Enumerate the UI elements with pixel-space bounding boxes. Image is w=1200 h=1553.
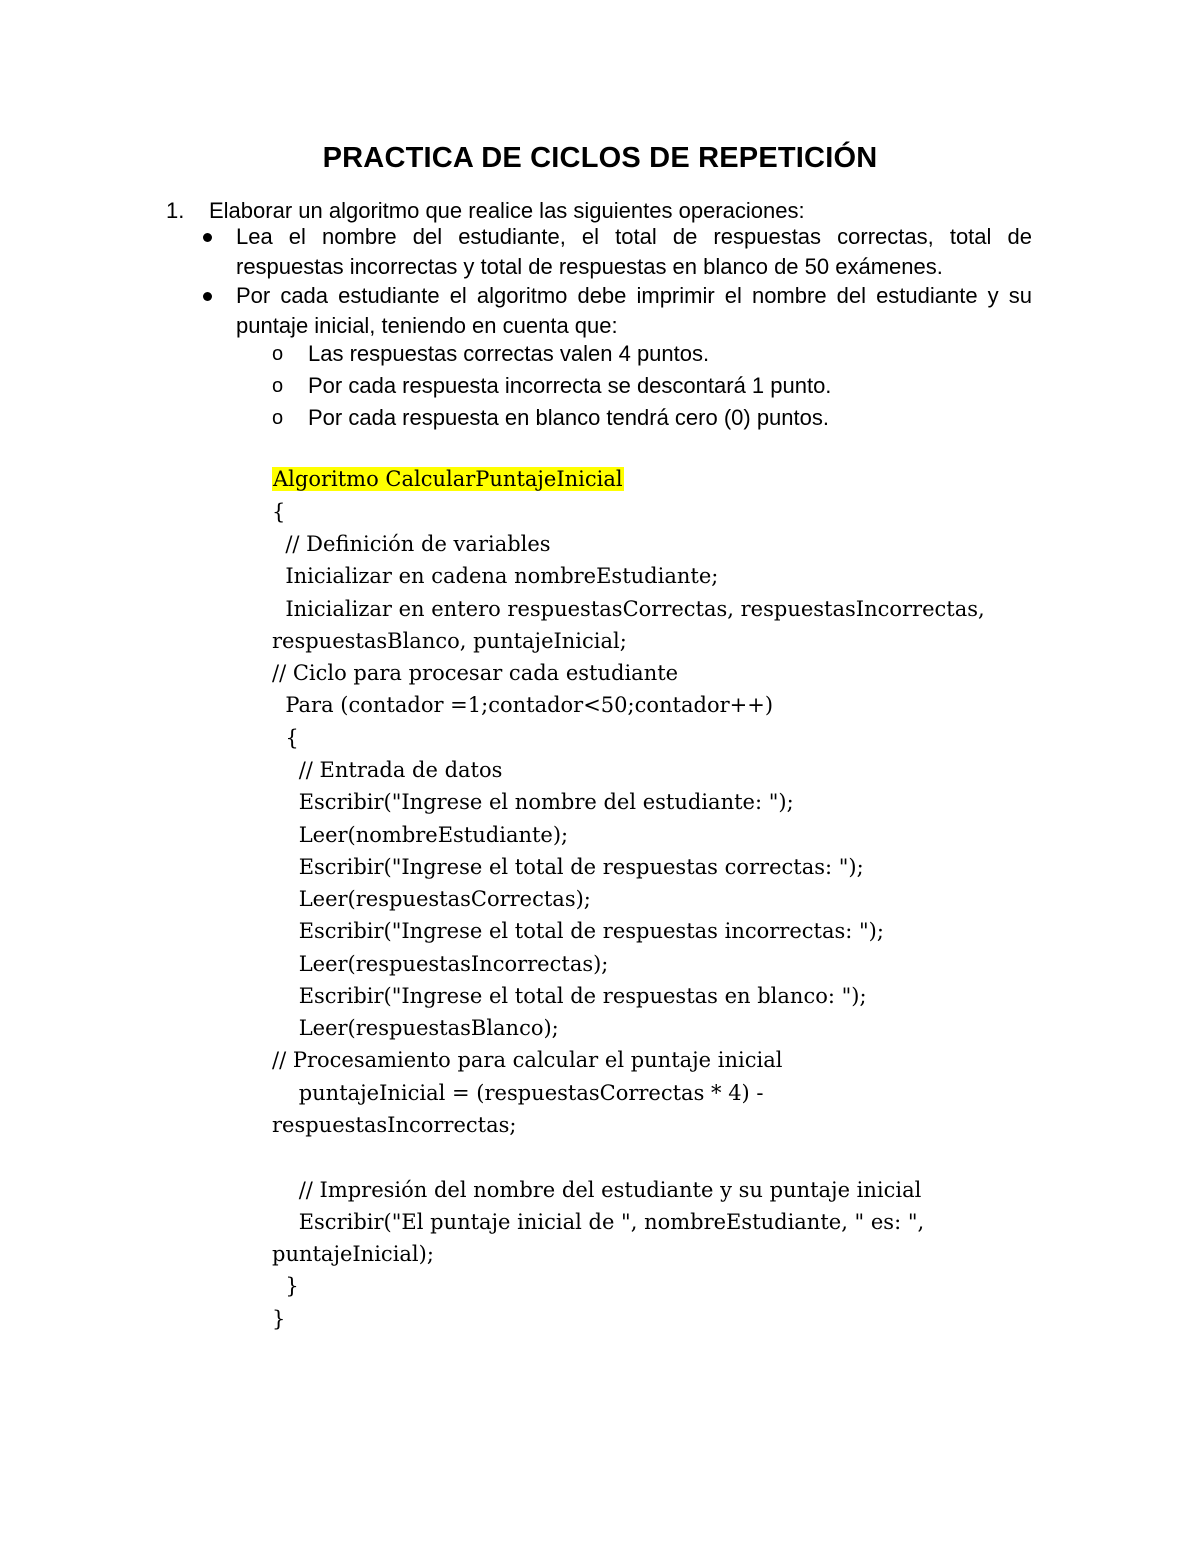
code-line: // Procesamiento para calcular el puntaje inicial — [272, 1048, 783, 1072]
code-line: respuestasBlanco, puntajeInicial; — [272, 629, 627, 653]
code-line: Leer(respuestasCorrectas); — [272, 887, 591, 911]
exercise-number: 1. — [166, 198, 185, 223]
bullet-item: Por cada estudiante el algoritmo debe imprimir el nombre del estudiante y su puntaje inicial, teniendo en cuenta que: — [236, 283, 1032, 338]
sub-item: Las respuestas correctas valen 4 puntos. — [308, 341, 710, 366]
code-line: Leer(respuestasIncorrectas); — [272, 952, 609, 976]
code-line: // Definición de variables — [272, 532, 551, 556]
code-line: Escribir("Ingrese el total de respuestas en blanco: "); — [272, 984, 867, 1008]
code-line: } — [272, 1307, 286, 1331]
code-line: // Ciclo para procesar cada estudiante — [272, 661, 679, 685]
code-line: Escribir("Ingrese el nombre del estudiante: "); — [272, 790, 794, 814]
bullet-dot-icon — [203, 233, 212, 242]
code-line: Leer(respuestasBlanco); — [272, 1016, 559, 1040]
sub-item: Por cada respuesta en blanco tendrá cero (0) puntos. — [308, 405, 829, 430]
code-line: Inicializar en cadena nombreEstudiante; — [272, 564, 719, 588]
code-line: Escribir("Ingrese el total de respuestas incorrectas: "); — [272, 919, 884, 943]
code-line: } — [272, 1274, 299, 1298]
code-line: Inicializar en entero respuestasCorrectas, respuestasIncorrectas, — [272, 597, 985, 621]
code-line: respuestasIncorrectas; — [272, 1113, 517, 1137]
code-line: { — [272, 726, 299, 750]
bullet-dot-icon — [203, 292, 212, 301]
sub-bullet-icon: o — [272, 375, 284, 397]
code-line: { — [272, 500, 286, 524]
code-line: Leer(nombreEstudiante); — [272, 823, 569, 847]
code-line: Escribir("Ingrese el total de respuestas correctas: "); — [272, 855, 864, 879]
sub-bullet-icon: o — [272, 407, 284, 429]
code-line: puntajeInicial = (respuestasCorrectas * 4) - — [272, 1081, 764, 1105]
code-line: // Entrada de datos — [272, 758, 503, 782]
code-header-highlight: Algoritmo CalcularPuntajeInicial — [273, 467, 623, 491]
code-line: Para (contador =1;contador<50;contador++) — [272, 693, 774, 717]
code-line: // Impresión del nombre del estudiante y su puntaje inicial — [272, 1178, 922, 1202]
code-line: Escribir("El puntaje inicial de ", nombreEstudiante, " es: ", — [272, 1210, 925, 1234]
sub-item: Por cada respuesta incorrecta se descontará 1 punto. — [308, 373, 832, 398]
code-header — [272, 463, 624, 495]
code-line: puntajeInicial); — [272, 1242, 434, 1266]
exercise-statement: Elaborar un algoritmo que realice las siguientes operaciones: — [209, 198, 805, 223]
page-title: PRACTICA DE CICLOS DE REPETICIÓN — [322, 142, 878, 174]
sub-bullet-icon: o — [272, 343, 284, 365]
bullet-item: Lea el nombre del estudiante, el total de respuestas correctas, total de respuestas incorrectas y total de respuestas en blanco de 50 exámenes. — [236, 224, 1032, 279]
